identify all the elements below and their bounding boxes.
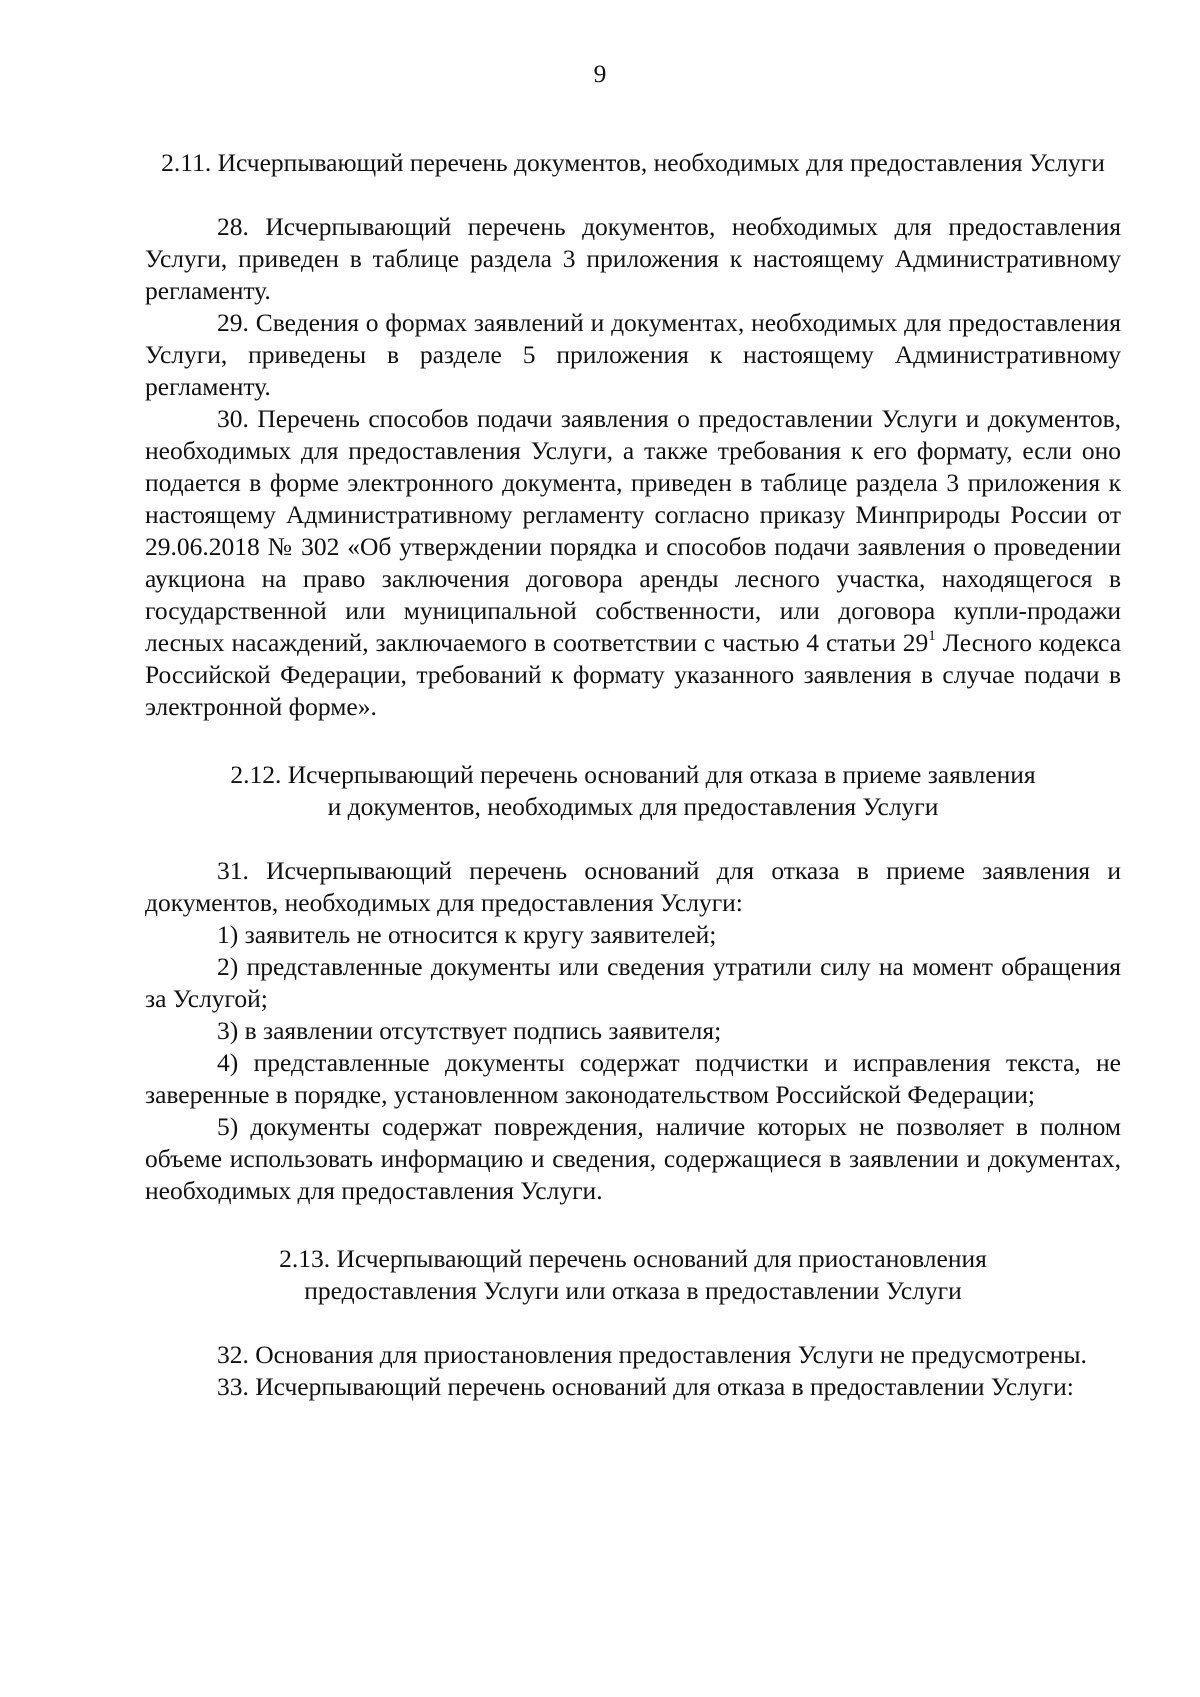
paragraph-28: 28. Исчерпывающий перечень документов, необходимых для предоставления Услуги, приведен в таблице раздела 3 приложения к настоящему Административному регламенту.	[145, 212, 1121, 305]
paragraph-30	[145, 403, 1121, 723]
list-item-4: 4) представленные документы содержат подчистки и исправления текста, не заверенные в порядке, установленном законодательством Российской Федерации;	[145, 1048, 1121, 1109]
section-heading-2-13-line2: предоставления Услуги или отказа в предоставлении Услуги	[304, 1276, 962, 1305]
section-heading-2-11: 2.11. Исчерпывающий перечень документов, необходимых для предоставления Услуги	[161, 148, 1105, 177]
paragraph-29: 29. Сведения о формах заявлений и документах, необходимых для предоставления Услуги, приведены в разделе 5 приложения к настоящему Административному регламенту.	[145, 308, 1121, 401]
document-body	[145, 147, 1121, 1403]
section-heading-2-12-line1: 2.12. Исчерпывающий перечень оснований для отказа в приеме заявления	[230, 760, 1036, 789]
list-item-1: 1) заявитель не относится к кругу заявителей;	[217, 920, 717, 949]
list-item-2: 2) представленные документы или сведения утратили силу на момент обращения за Услугой;	[145, 952, 1121, 1013]
paragraph-32: 32. Основания для приостановления предоставления Услуги не предусмотрены.	[217, 1340, 1087, 1369]
superscript-mark: 1	[928, 627, 936, 644]
section-heading-2-12-line2: и документов, необходимых для предоставления Услуги	[327, 792, 939, 821]
paragraph-31: 31. Исчерпывающий перечень оснований для отказа в приеме заявления и документов, необходимых для предоставления Услуги:	[145, 856, 1121, 917]
paragraph-33: 33. Исчерпывающий перечень оснований для отказа в предоставлении Услуги:	[217, 1372, 1074, 1401]
list-item-3: 3) в заявлении отсутствует подпись заявителя;	[217, 1016, 722, 1045]
page-number: 9	[593, 59, 607, 88]
section-heading-2-13-line1: 2.13. Исчерпывающий перечень оснований для приостановления	[279, 1244, 987, 1273]
list-item-5: 5) документы содержат повреждения, наличие которых не позволяет в полном объеме использовать информацию и сведения, содержащиеся в заявлении и документах, необходимых для предоставления Услуги.	[145, 1112, 1121, 1205]
paragraph-30-text-end: Лесного кодекса Российской Федерации, требований к формату указанного заявления в случае подачи в электронной форме».	[145, 628, 1122, 721]
paragraph-30-text: 30. Перечень способов подачи заявления о предоставлении Услуги и документов, необходимых для предоставления Услуги, а также требования к его формату, если оно подается в форме электронного документа, приведен в таблице раздела 3 приложения к настоящему Административному регламенту согласно приказу Минприроды России от 29.06.2018 № 302 «Об утверждении порядка и способов подачи заявления о проведении аукциона на право заключения договора аренды лесного участка, находящегося в государственной или муниципальной собственности, или договора купли-продажи лесных насаждений, заключаемого в соответствии с частью 4 статьи 29	[145, 404, 1121, 657]
